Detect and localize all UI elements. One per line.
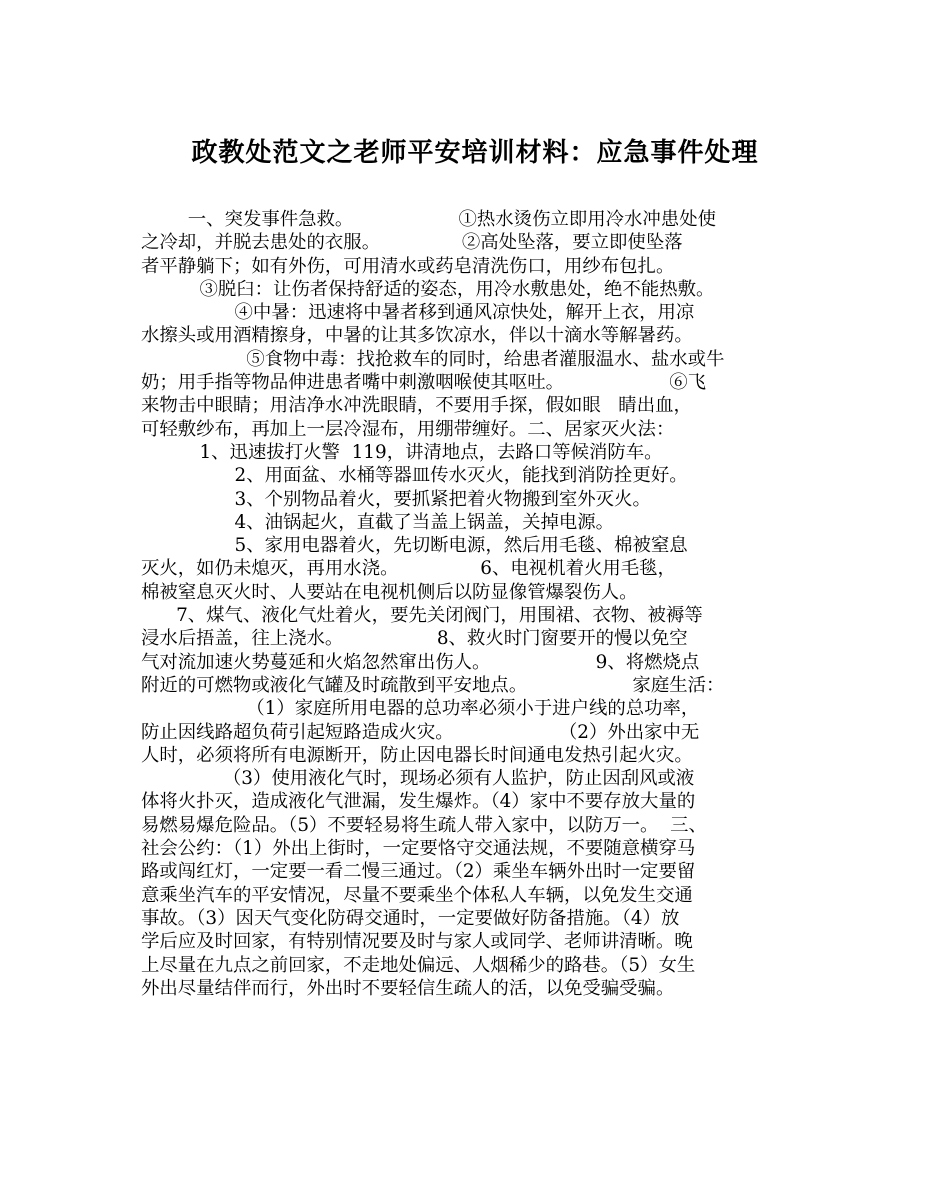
- document-body: [141, 208, 821, 1000]
- text-line: 3、个别物品着火，要抓紧把着火物搬到室外灭火。: [141, 488, 651, 510]
- text-line: （3）使用液化气时，现场必须有人监护，防止因刮风或液: [141, 768, 695, 790]
- text-line: 意乘坐汽车的平安情况，尽量不要乘坐个体私人车辆，以免发生交通: [141, 884, 693, 906]
- text-line: 学后应及时回家，有特别情况要及时与家人或同学、老师讲清晰。晚: [141, 931, 693, 953]
- text-line: ④中暑：迅速将中暑者移到通风凉快处，解开上衣，用凉: [141, 302, 695, 324]
- text-line: 棉被窒息灭火时、人要站在电视机侧后以防显像管爆裂伤人。: [141, 581, 638, 603]
- text-line: 浸水后捂盖，往上浇水。 8、救火时门窗要开的慢以免空: [141, 628, 688, 650]
- text-line: 5、家用电器着火，先切断电源，然后用毛毯、棉被窒息: [141, 535, 688, 557]
- text-line: 之冷却，并脱去患处的衣服。 ②高处坠落，要立即使坠落: [141, 232, 683, 254]
- text-line: 奶；用手指等物品伸进患者嘴中刺激咽喉使其呕吐。 ⑥飞: [141, 372, 706, 394]
- text-line: （1）家庭所用电器的总功率必须小于进户线的总功率，: [141, 698, 700, 720]
- text-line: 灭火，如仍未熄灭，再用水浇。 6、电视机着火用毛毯，: [141, 558, 676, 580]
- text-line: 人时，必须将所有电源断开，防止因电器长时间通电发热引起火灾。: [141, 744, 693, 766]
- text-line: 2、用面盆、水桶等器皿传水灭火，能找到消防拴更好。: [141, 465, 688, 487]
- text-line: 4、油锅起火，直截了当盖上锅盖，关掉电源。: [141, 511, 615, 533]
- text-line: 防止因线路超负荷引起短路造成火灾。 （2）外出家中无: [141, 721, 700, 743]
- text-line: ⑤食物中毒：找抢救车的同时，给患者灌服温水、盐水或牛: [141, 348, 725, 370]
- text-line: 一、突发事件急救。 ①热水烫伤立即用冷水冲患处使: [141, 209, 716, 230]
- text-line: 气对流加速火势蔓延和火焰忽然窜出伤人。 9、将燃烧点: [141, 651, 700, 673]
- text-line: 1、迅速拔打火警 119，讲清地点，去路口等候消防车。: [141, 441, 663, 463]
- document-title: 政教处范文之老师平安培训材料：应急事件处理: [191, 138, 759, 168]
- text-line: 上尽量在九点之前回家，不走地处偏远、人烟稀少的路巷。（5）女生: [141, 954, 696, 976]
- text-line: 水擦头或用酒精擦身，中暑的让其多饮凉水，伴以十滴水等解暑药。: [141, 325, 693, 347]
- text-line: 易燃易爆危险品。（5）不要轻易将生疏人带入家中，以防万一。 三、: [141, 814, 707, 836]
- text-line: 事故。（3）因天气变化防碍交通时，一定要做好防备措施。（4）放: [141, 907, 680, 929]
- text-line: 路或闯红灯，一定要一看二慢三通过。（2）乘坐车辆外出时一定要留: [141, 861, 696, 883]
- text-line: ③脱臼：让伤者保持舒适的姿态，用冷水敷患处，绝不能热敷。: [141, 278, 715, 300]
- text-line: 社会公约：（1）外出上街时，一定要恪守交通法规，不要随意横穿马: [141, 838, 696, 860]
- text-line: 来物击中眼睛；用洁净水冲洗眼睛，不要用手探，假如眼 睛出血，: [141, 395, 692, 417]
- text-line: 外出尽量结伴而行，外出时不要轻信生疏人的活，以免受骗受骗。: [141, 977, 675, 999]
- text-line: 者平静躺下；如有外伤，可用清水或药皂清洗伤口，用纱布包扎。: [141, 255, 675, 277]
- text-line: 附近的可燃物或液化气罐及时疏散到平安地点。 家庭生活：: [141, 674, 725, 696]
- text-line: 7、煤气、液化气灶着火，要先关闭阀门，用围裙、衣物、被褥等: [141, 605, 703, 627]
- text-line: 可轻敷纱布，再加上一层冷湿布，用绷带缠好。二、居家灭火法：: [141, 418, 675, 440]
- text-line: 体将火扑灭，造成液化气泄漏，发生爆炸。（4）家中不要存放大量的: [141, 791, 696, 813]
